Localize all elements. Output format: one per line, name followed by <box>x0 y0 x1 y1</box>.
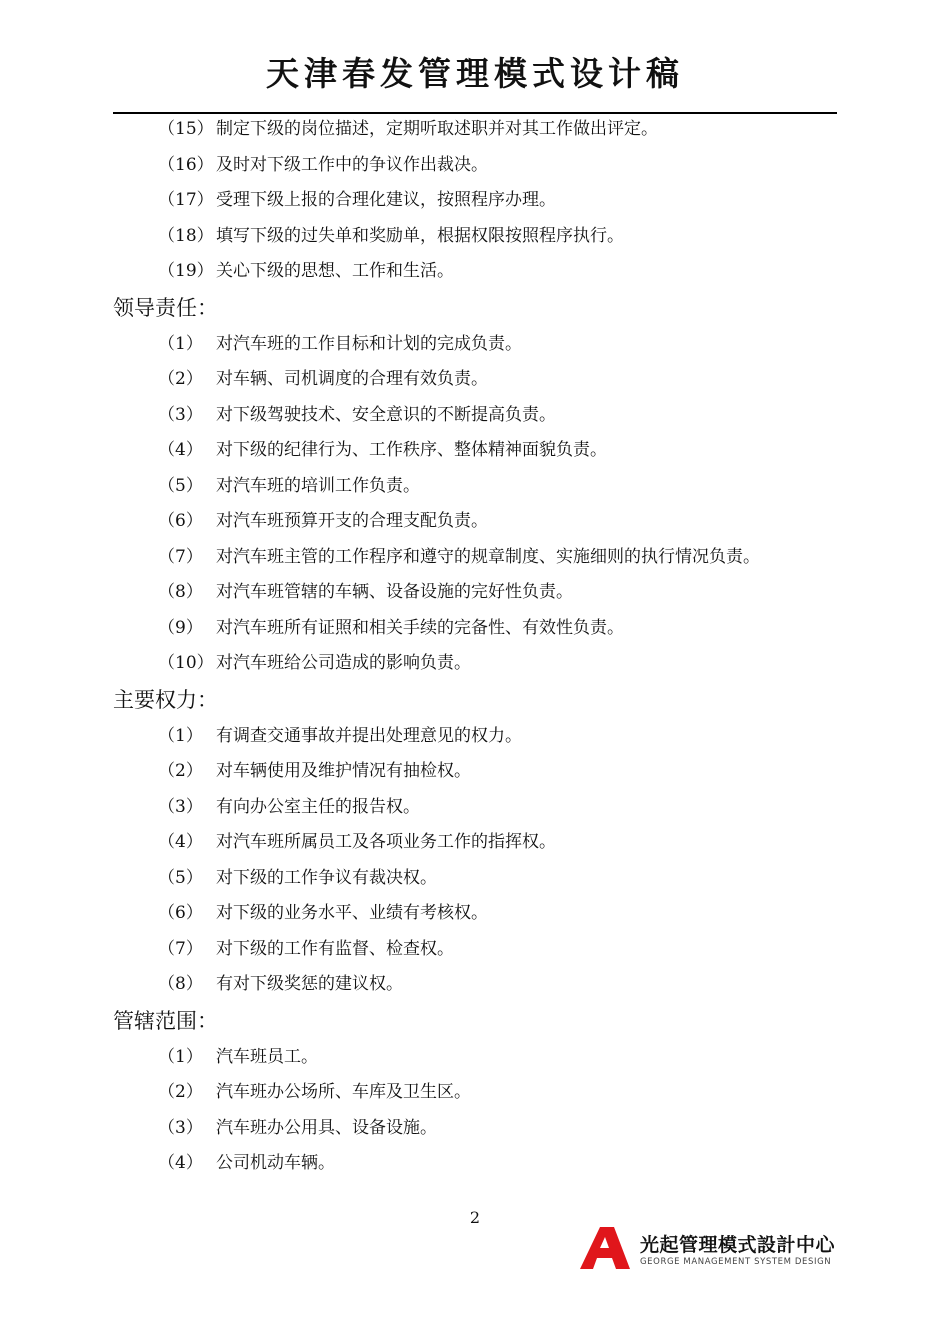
item-text: 受理下级上报的合理化建议，按照程序办理。 <box>216 190 556 210</box>
item-number: （1） <box>158 1046 203 1067</box>
list-item <box>113 362 837 398</box>
item-number: （1） <box>158 725 203 746</box>
list-item <box>113 1040 837 1076</box>
item-text: 及时对下级工作中的争议作出裁决。 <box>216 154 488 175</box>
item-number: （3） <box>158 796 203 817</box>
item-text: 对汽车班给公司造成的影响负责。 <box>216 653 471 673</box>
logo-a-icon <box>578 1226 634 1270</box>
item-text: 对汽车班的培训工作负责。 <box>216 475 420 496</box>
item-number: （1） <box>158 333 203 354</box>
item-text: 对车辆、司机调度的合理有效负责。 <box>216 369 488 389</box>
list-item <box>113 1075 837 1111</box>
list-item <box>113 219 837 255</box>
list-item <box>113 183 837 219</box>
list-item <box>113 611 837 647</box>
company-logo <box>578 1226 840 1272</box>
continued-list <box>113 112 837 290</box>
item-text: 对下级的工作有监督、检查权。 <box>216 938 454 959</box>
item-number: （4） <box>158 440 203 460</box>
list-item <box>113 112 837 148</box>
item-number: （2） <box>158 761 203 781</box>
list-item <box>113 896 837 932</box>
section-heading: 领导责任： <box>113 295 218 320</box>
list-item <box>113 398 837 434</box>
list-item <box>113 148 837 184</box>
list-item <box>113 254 837 290</box>
list-item <box>113 790 837 826</box>
item-number: （5） <box>158 475 203 496</box>
item-text: 有对下级奖惩的建议权。 <box>216 974 403 994</box>
item-number: （19） <box>158 261 214 281</box>
document-title: 天津春发管理模式设计稿 <box>266 54 684 93</box>
item-number: （10） <box>158 653 214 673</box>
list-item <box>113 932 837 968</box>
item-number: （7） <box>158 938 203 959</box>
list-item <box>113 861 837 897</box>
item-number: （3） <box>158 1117 203 1138</box>
list-item <box>113 504 837 540</box>
item-number: （4） <box>158 1153 203 1173</box>
item-text: 汽车班办公场所、车库及卫生区。 <box>216 1082 471 1102</box>
list-item <box>113 646 837 682</box>
list-item <box>113 1111 837 1147</box>
item-number: （8） <box>158 582 203 602</box>
item-text: 关心下级的思想、工作和生活。 <box>216 261 454 281</box>
item-number: （18） <box>158 225 214 246</box>
list-item <box>113 433 837 469</box>
page-number: 2 <box>469 1208 481 1227</box>
item-text: 汽车班办公用具、设备设施。 <box>216 1117 437 1138</box>
item-number: （3） <box>158 404 203 425</box>
list-item <box>113 327 837 363</box>
item-number: （8） <box>158 974 203 994</box>
item-number: （4） <box>158 832 203 852</box>
item-number: （7） <box>158 546 203 567</box>
list-item <box>113 825 837 861</box>
item-text: 汽车班员工。 <box>216 1046 318 1067</box>
item-text: 填写下级的过失单和奖励单，根据权限按照程序执行。 <box>216 225 624 246</box>
list-item <box>113 719 837 755</box>
item-number: （16） <box>158 154 214 175</box>
item-number: （2） <box>158 1082 203 1102</box>
item-text: 对下级驾驶技术、安全意识的不断提高负责。 <box>216 404 556 425</box>
item-text: 对汽车班预算开支的合理支配负责。 <box>216 511 488 531</box>
item-text: 对下级的纪律行为、工作秩序、整体精神面貌负责。 <box>216 440 607 460</box>
item-text: 有向办公室主任的报告权。 <box>216 796 420 817</box>
list-item <box>113 575 837 611</box>
list-item <box>113 540 837 576</box>
item-text: 对下级的业务水平、业绩有考核权。 <box>216 903 488 923</box>
item-text: 有调查交通事故并提出处理意见的权力。 <box>216 725 522 746</box>
item-text: 对汽车班主管的工作程序和遵守的规章制度、实施细则的执行情况负责。 <box>216 546 760 567</box>
section-main-authority <box>113 682 837 1003</box>
item-text: 对汽车班所有证照和相关手续的完备性、有效性负责。 <box>216 617 624 638</box>
item-number: （17） <box>158 190 214 210</box>
item-number: （6） <box>158 511 203 531</box>
item-number: （15） <box>158 119 214 139</box>
logo-english-name: GEORGE MANAGEMENT SYSTEM DESIGN <box>640 1257 832 1267</box>
list-item <box>113 469 837 505</box>
section-heading: 主要权力： <box>113 687 218 712</box>
item-number: （5） <box>158 867 203 888</box>
item-text: 对车辆使用及维护情况有抽检权。 <box>216 761 471 781</box>
document-body <box>113 112 837 1182</box>
list-item <box>113 1146 837 1182</box>
item-text: 制定下级的岗位描述，定期听取述职并对其工作做出评定。 <box>216 119 658 139</box>
item-text: 对汽车班所属员工及各项业务工作的指挥权。 <box>216 832 556 852</box>
section-leadership-responsibility <box>113 290 837 682</box>
item-number: （6） <box>158 903 203 923</box>
item-text: 对下级的工作争议有裁决权。 <box>216 867 437 888</box>
item-text: 对汽车班管辖的车辆、设备设施的完好性负责。 <box>216 582 573 602</box>
list-item <box>113 967 837 1003</box>
section-jurisdiction <box>113 1003 837 1182</box>
item-text: 对汽车班的工作目标和计划的完成负责。 <box>216 333 522 354</box>
list-item <box>113 754 837 790</box>
item-number: （2） <box>158 369 203 389</box>
logo-chinese-name: 光起管理模式設計中心 <box>640 1234 836 1256</box>
section-heading: 管辖范围： <box>113 1008 218 1033</box>
item-number: （9） <box>158 617 203 638</box>
item-text: 公司机动车辆。 <box>216 1153 335 1173</box>
